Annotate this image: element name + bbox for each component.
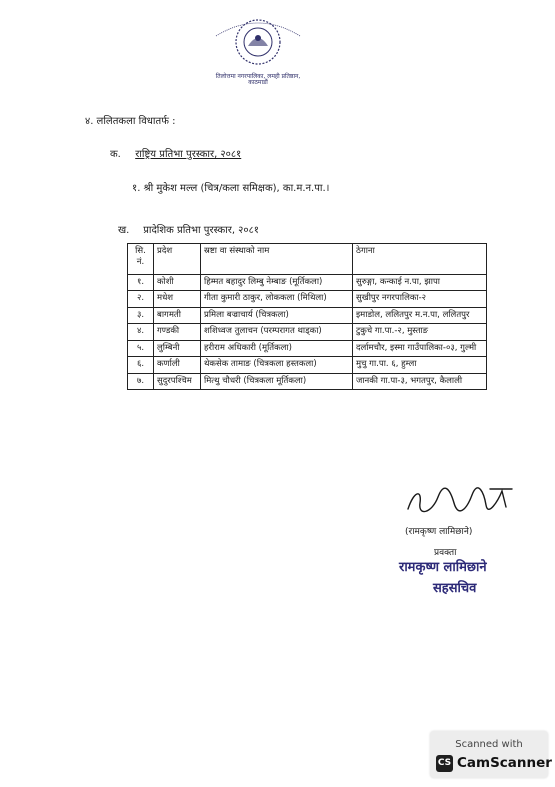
cell-name: हरीराम अधिकारी (मूर्तिकला) [201,340,353,356]
cell-name: हिम्मत बहादुर लिम्बु नेम्बाङ (मूर्तिकला) [201,275,353,291]
header-name: स्रष्टा वा संस्थाको नाम [201,244,353,275]
cell-address: इमाडोल, ललितपुर म.न.पा, ललितपुर [353,307,487,323]
cell-name: थेकसेक तामाङ (चित्रकला हस्तकला) [201,357,353,373]
cell-address: टुकुचे गा.पा.-२, मुस्ताङ [353,324,487,340]
cell-province: सुदुरपश्चिम [154,373,201,389]
national-award-heading [110,146,241,160]
watermark-brand: CamScanner [457,755,552,771]
watermark-top-text: Scanned with [455,739,523,750]
cell-province: कोशी [154,275,201,291]
cell-province: लुम्बिनी [154,340,201,356]
provincial-award-label: ख. [118,225,130,236]
cell-province: बागमती [154,307,201,323]
provincial-award-heading [118,222,259,236]
national-award-label: क. [110,149,121,160]
table-row [128,357,487,373]
table-header-row [128,244,487,275]
cell-address: सुरुङ्गा, कन्काई न.पा, झापा [353,275,487,291]
camscanner-logo-icon: CS [436,755,453,772]
table-row [128,307,487,323]
signer-name: (रामकृष्ण लामिछाने) [405,527,473,537]
cell-name: गीता कुमारी ठाकुर, लोककला (मिथिला) [201,291,353,307]
emblem-text: तिलोत्तमा नगरपालिका, लमही प्रतिष्ठान, काठमाडौं [215,73,301,86]
table-row [128,340,487,356]
stamp-name: रामकृष्ण लामिछाने [399,560,487,575]
cell-address: मुचु गा.पा. ६, हुम्ला [353,357,487,373]
cell-serial: २. [128,291,154,307]
header-province: प्रदेश [154,244,201,275]
provincial-award-title: प्रादेशिक प्रतिभा पुरस्कार, २०८१ [143,225,259,236]
table-row [128,275,487,291]
cell-serial: ५. [128,340,154,356]
section-heading: ४. ललितकला विधातर्फ : [85,116,176,127]
cell-serial: ३. [128,307,154,323]
table-row [128,373,487,389]
cell-province: कर्णाली [154,357,201,373]
national-award-title: राष्ट्रिय प्रतिभा पुरस्कार, २०८१ [135,149,242,160]
cell-serial: ७. [128,373,154,389]
cell-name: मित्थु चौधरी (चित्रकला मूर्तिकला) [201,373,353,389]
cell-address: जानकी गा.पा-३, भगतपुर, कैलाली [353,373,487,389]
cell-address: दर्लामचौर, इस्मा गाउँपालिका-०३, गुल्मी [353,340,487,356]
header-serial: सि. नं. [128,244,154,275]
cell-address: सुखीपुर नगरपालिका-२ [353,291,487,307]
table-row [128,324,487,340]
cell-serial: ६. [128,357,154,373]
header-address: ठेगाना [353,244,487,275]
cell-province: मधेश [154,291,201,307]
cell-serial: १. [128,275,154,291]
organization-emblem [208,16,308,84]
cell-name: शशिध्वज तुलाचन (परम्परागत थाड्का) [201,324,353,340]
table-row [128,291,487,307]
handwritten-signature [402,483,522,519]
stamp-title: सहसचिव [433,581,477,596]
camscanner-watermark [430,731,552,778]
signer-role: प्रवक्ता [434,548,457,558]
cell-serial: ४. [128,324,154,340]
cell-name: प्रमिला बज्राचार्य (चित्रकला) [201,307,353,323]
provincial-awards-table [127,243,487,390]
cell-province: गण्डकी [154,324,201,340]
national-award-recipient: १. श्री मुकेश मल्ल (चित्र/कला समिक्षक), का.म.न.पा.। [132,183,330,194]
